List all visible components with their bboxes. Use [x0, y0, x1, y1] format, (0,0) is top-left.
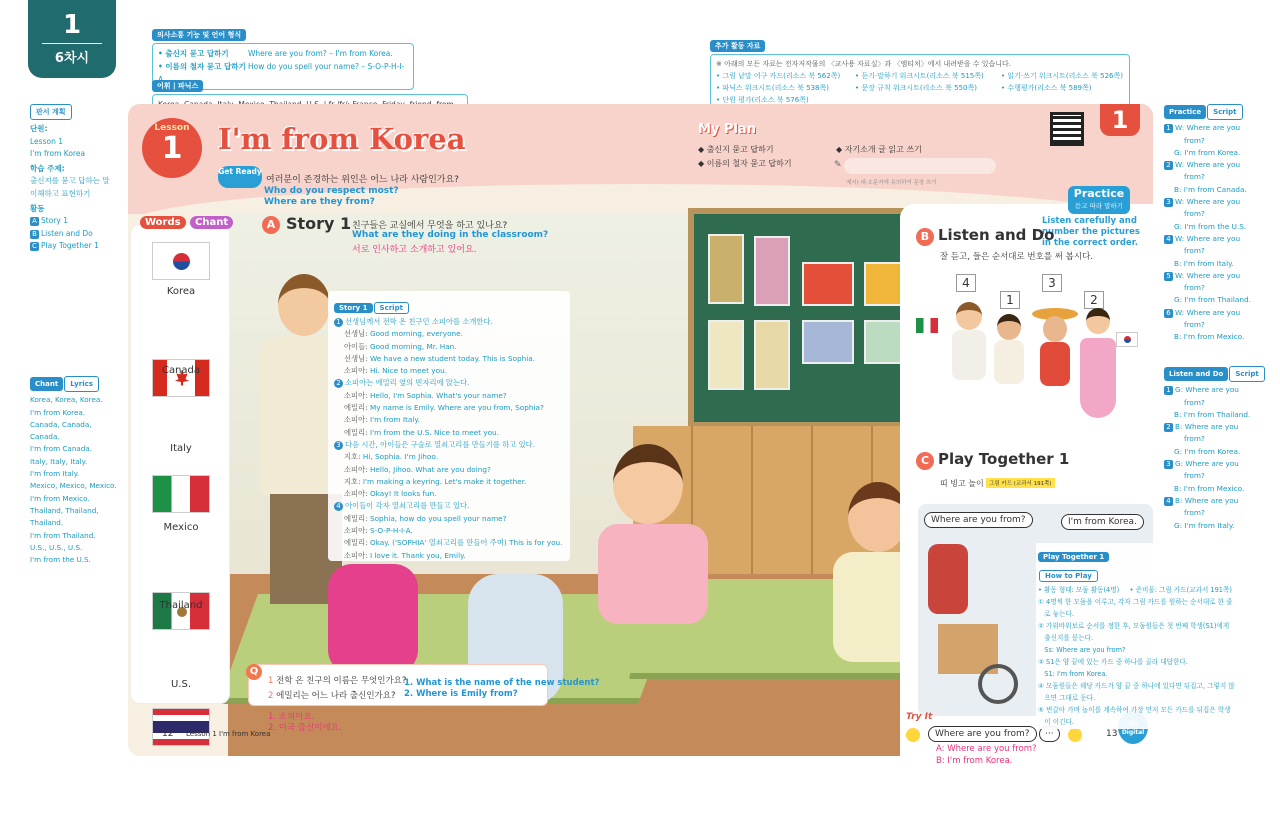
chant-line: I'm from the U.S. — [30, 555, 91, 565]
how-to-play-line: 으면 그대로 둔다. — [1038, 694, 1096, 702]
story-line — [334, 513, 564, 525]
chant-lyrics — [30, 376, 126, 566]
extra-item: • 그림 낱말 어구 카드(리소스 북 562쪽) — [716, 72, 841, 80]
country-label: Canada — [161, 364, 201, 376]
story-line — [334, 525, 564, 537]
how-to-play-line: 이 이긴다. — [1038, 718, 1074, 726]
speaker: 에밀리: — [344, 403, 368, 413]
story-text: 다음 시간, 아이들은 구슬로 열쇠고리를 만들기를 하고 있다. — [345, 439, 536, 449]
speaker: 에밀리: — [344, 513, 368, 523]
chant-line: I'm from Mexico. — [30, 493, 90, 503]
script-q-cont: from? — [1184, 246, 1205, 256]
flag-thailand-icon — [152, 708, 210, 746]
my-plan-text: 이름의 철자 묻고 답하기 — [706, 159, 792, 168]
how-to-play-line: • 활동 형태: 모둠 활동(4명) • 준비물: 그림 카드(교과서 191쪽) — [1038, 586, 1232, 594]
chant-tab[interactable]: Chant — [190, 216, 233, 229]
plan-line: I'm from Korea — [30, 148, 86, 158]
listen-script-items — [1164, 384, 1276, 532]
pencil-icon: ✎ — [834, 160, 842, 170]
script-question: B: Where are you — [1175, 422, 1239, 432]
story-text: Sophia, how do you spell your name? — [369, 513, 507, 523]
get-ready-en-1: Who do you respect most? — [264, 186, 399, 196]
plan-activity — [30, 240, 122, 252]
chant-line: U.S., U.S., U.S. — [30, 542, 83, 552]
scene-num: 2 — [334, 379, 343, 388]
korea-flag-small — [1116, 332, 1138, 347]
script-num: 4 — [1164, 497, 1173, 506]
story-line — [334, 390, 564, 402]
script-q — [1164, 122, 1276, 134]
my-plan-item: ◆ 출신지 묻고 답하기 — [698, 145, 774, 154]
get-ready-badge: Get Ready — [218, 166, 262, 188]
script-num: 2 — [1164, 161, 1173, 170]
story-line — [334, 316, 564, 328]
activity-label: Play Together 1 — [41, 240, 99, 250]
lesson-word: Lesson — [154, 123, 190, 133]
script-q — [1164, 495, 1276, 507]
kid-mexico — [1032, 302, 1078, 412]
speaker: 소피아: — [344, 550, 368, 560]
how-to-play-line: 로 놓는다. — [1038, 610, 1074, 618]
q-text: 전학 온 친구의 이름은 무엇인가요? — [276, 676, 407, 686]
my-plan-title: My Plan — [698, 122, 756, 137]
story-line — [334, 377, 564, 389]
country-label: Mexico — [163, 521, 199, 533]
speaker: 에밀리: — [344, 538, 368, 548]
script-answer: G: I'm from Thailand. — [1174, 295, 1251, 305]
comm-key: • 이름의 철자 묻고 답하기 — [158, 62, 246, 71]
lesson-badge — [28, 0, 116, 78]
speaker: 에밀리: — [344, 427, 368, 437]
scene-num: 4 — [334, 502, 343, 511]
extra-item: • 파닉스 워크시트(리소스 북 538쪽) — [716, 84, 829, 92]
how-to-play-line: ⑤ 번갈아 가며 놀이를 계속하여 가장 먼저 모든 카드를 뒤집은 학생 — [1038, 706, 1231, 714]
story-text: I'm from the U.S. Nice to meet you. — [369, 427, 499, 437]
how-to-play-line: ① 4명씩 한 모둠을 이루고, 각자 그림 카드를 원하는 순서대로 한 줄 — [1038, 598, 1233, 606]
q-question-1: 1 전학 온 친구의 이름은 무엇인가요? — [268, 676, 407, 686]
activity-letter: B — [30, 230, 39, 239]
how-to-play-line: ④ 모둠원들은 해당 카드가 양 끝 중 하나에 있다면 뒤집고, 그렇지 않 — [1038, 682, 1235, 690]
country-label: Thailand — [159, 600, 203, 611]
story-text: Hi. Nice to meet you. — [369, 366, 448, 376]
script-question: W: Where are you — [1175, 233, 1241, 243]
script-question: W: Where are you — [1175, 270, 1241, 280]
scene-num: 1 — [334, 318, 343, 327]
extra-tag: 추가 활동 자료 — [710, 40, 765, 52]
comm-tag: 의사소통 기능 및 언어 형식 — [152, 29, 246, 41]
story-letter: A — [262, 216, 280, 234]
q-letter: Q — [246, 664, 262, 680]
student-figure — [328, 554, 418, 674]
country-label: Korea — [166, 286, 196, 297]
go-digital-badge[interactable]: Digital — [1118, 710, 1148, 744]
story-line — [334, 537, 564, 549]
script-answer: B: I'm from Italy. — [1174, 258, 1234, 268]
chant-line: I'm from Canada. — [30, 444, 93, 454]
story-text: Hi, Sophia. I'm Jihoo. — [362, 452, 439, 462]
chant-line: I'm from Italy. — [30, 469, 80, 479]
script-num: 3 — [1164, 460, 1173, 469]
page-title: I'm from Korea — [218, 122, 466, 156]
listen-title: Listen and Do — [938, 226, 1055, 244]
extra-item: • 단원 평가(리소스 북 576쪽) — [716, 96, 809, 104]
listen-script-tag: Listen and Do — [1164, 367, 1228, 381]
lesson-badge-period: 6차시 — [54, 51, 90, 66]
story-title: Story 1 — [286, 214, 352, 233]
practice-script-tag: Practice — [1164, 105, 1206, 119]
country-label: U.S. — [170, 678, 192, 690]
play-instruction: 띠 빙고 놀이 — [940, 479, 984, 488]
story-line — [334, 365, 564, 377]
script-q — [1164, 384, 1276, 396]
story-line — [334, 427, 564, 439]
script-answer: G: I'm from Korea. — [1174, 147, 1241, 157]
speaker: 선생님: — [344, 353, 368, 363]
listen-letter: B — [916, 228, 934, 246]
right-page-number: 13 — [1106, 729, 1118, 739]
board-plan-tag: 판서 계획 — [30, 104, 72, 120]
story-line — [334, 451, 564, 463]
page-number-badge: 1 — [1100, 104, 1140, 136]
my-plan-text: 출신지 묻고 답하기 — [706, 145, 774, 154]
board-plan — [30, 104, 122, 252]
activity-label: Listen and Do — [41, 228, 93, 238]
how-to-play-line: Ss: Where are you from? — [1038, 646, 1126, 654]
chant-line: Thailand. — [30, 518, 64, 528]
try-it-label: Try It — [906, 712, 933, 722]
script-num: 2 — [1164, 423, 1173, 432]
script-q — [1164, 421, 1276, 433]
story-text: 소피아는 에밀리 옆의 빈자리에 앉는다. — [345, 378, 470, 388]
story-line — [334, 464, 564, 476]
script-question: G: Where are you — [1175, 459, 1239, 469]
play-letter: C — [916, 452, 934, 470]
flag-italy-icon — [152, 475, 210, 513]
comm-value: Where are you from? – I'm from Korea. — [248, 49, 393, 58]
story-text: Okay. ('SOPHIA' 열쇠고리를 만들어 주며) This is for you. — [369, 538, 563, 548]
my-plan-hint: 예시) 대·소문자에 유의하여 문장 쓰기 — [846, 180, 937, 186]
script-num: 1 — [1164, 124, 1173, 133]
script-q — [1164, 270, 1276, 282]
chant-line: Mexico, Mexico, Mexico. — [30, 481, 117, 491]
lesson-circle — [142, 118, 202, 178]
kid-korea — [1078, 308, 1118, 418]
story-line — [334, 488, 564, 500]
activity-letter: A — [30, 217, 39, 226]
story-text: I'm from Italy. — [369, 415, 420, 425]
q-answer-2: 2. 미국 출신이에요. — [268, 723, 342, 733]
story-text: Hello, I'm Sophia. What's your name? — [369, 390, 507, 400]
country-label: Italy — [170, 443, 192, 454]
story-line — [334, 439, 564, 451]
listen-instruction: 잘 듣고, 들은 순서대로 번호를 써 봅시다. — [940, 252, 1093, 262]
story-answer: 서로 인사하고 소개하고 있어요. — [352, 245, 477, 255]
script-num: 1 — [1164, 386, 1173, 395]
script-q — [1164, 159, 1276, 171]
card-reference: 그림 카드 (교과서 191쪽) — [986, 478, 1055, 488]
extra-item: • 듣기·말하기 워크시트(리소스 북 515쪽) — [855, 72, 984, 80]
try-it-left-face — [906, 728, 920, 742]
answer-box[interactable]: 3 — [1042, 274, 1062, 292]
q-question-2: 2 에밀리는 어느 나라 출신인가요? — [268, 691, 396, 701]
script-q — [1164, 458, 1276, 470]
flag-korea-icon — [152, 242, 210, 280]
plan-line: Lesson 1 — [30, 136, 63, 146]
script-question: W: Where are you — [1175, 123, 1241, 133]
plan-activity — [30, 215, 122, 227]
script-tag: Script — [374, 302, 409, 314]
plan-line: 출신지를 묻고 답하는 말 — [30, 176, 110, 186]
story-text: Good morning, Mr. Han. — [369, 341, 457, 351]
script-q-cont: from? — [1184, 397, 1205, 407]
story-text: Okay! It looks fun. — [369, 489, 437, 499]
script-answer: G: I'm from the U.S. — [1174, 221, 1247, 231]
listen-en: Listen carefully and number the pictures in the correct order. — [1042, 216, 1140, 248]
script-num: 6 — [1164, 309, 1173, 318]
plan-line: 활동 — [30, 204, 45, 214]
try-it-bubble: Where are you from? — [928, 726, 1037, 742]
try-it-dots: ··· — [1039, 726, 1060, 742]
speaker: 아이들: — [344, 341, 368, 351]
chant-line: I'm from Korea. — [30, 407, 86, 417]
speech-bubble: I'm from Korea. — [1061, 514, 1144, 530]
how-to-play-line: ② 가위바위보로 순서를 정한 후, 모둠원들은 첫 번째 학생(S1)에게 — [1038, 622, 1230, 630]
answer-box[interactable]: 2 — [1084, 291, 1104, 309]
script-tag: Script — [1229, 366, 1264, 382]
lesson-badge-number: 1 — [62, 10, 82, 40]
story-line — [334, 476, 564, 488]
practice-script-items — [1164, 122, 1276, 343]
my-plan-write-box[interactable] — [844, 158, 996, 174]
practice-title: Practice — [1073, 187, 1125, 200]
story-text: 아이들이 각자 열쇠고리를 만들고 있다. — [345, 501, 470, 511]
story-en: What are they doing in the classroom? — [352, 230, 549, 240]
how-to-play-line: 출신지를 묻는다. — [1038, 634, 1094, 642]
script-q-cont: from? — [1184, 209, 1205, 219]
script-num: 3 — [1164, 198, 1173, 207]
script-question: W: Where are you — [1175, 307, 1241, 317]
chant-line: Thailand, Thailand, — [30, 505, 99, 515]
get-ready-question: 여러분이 존경하는 위인은 어느 나라 사람인가요? — [266, 175, 459, 185]
kid-thailand — [992, 314, 1026, 414]
speech-bubble: Where are you from? — [924, 512, 1033, 528]
extra-item: • 문장 규칙 워크시트(리소스 북 550쪽) — [855, 84, 977, 92]
italy-flag-small — [916, 318, 938, 333]
vocab-tag: 어휘 | 파닉스 — [152, 80, 203, 92]
plan-line: 이해하고 표현하기 — [30, 188, 91, 198]
script-q-cont: from? — [1184, 172, 1205, 182]
how-to-play-line: ③ S1은 양 끝에 있는 카드 중 하나를 골라 대답한다. — [1038, 658, 1188, 666]
script-num: 4 — [1164, 235, 1173, 244]
left-page-number: 12 — [162, 729, 174, 739]
play-title: Play Together 1 — [938, 450, 1070, 468]
story-script-lines — [334, 316, 564, 562]
script-q-cont: from? — [1184, 283, 1205, 293]
script-question: W: Where are you — [1175, 160, 1241, 170]
speaker: 선생님: — [344, 329, 368, 339]
extra-section — [710, 33, 1130, 112]
script-q-cont: from? — [1184, 508, 1205, 518]
story-line — [334, 414, 564, 426]
q-english-2: 2. Where is Emily from? — [404, 689, 518, 699]
extra-note: ※ 아래의 모든 자료는 전자저작물의 〈교사용 자료실〉과 〈엠티처〉에서 내려받을 수 있습니다. — [716, 60, 1012, 68]
script-answer: B: I'm from Thailand. — [1174, 409, 1251, 419]
plan-activity — [30, 228, 122, 240]
qr-code-icon[interactable] — [1050, 112, 1084, 146]
q-english-1: 1. What is the name of the new student? — [404, 678, 600, 688]
script-question: W: Where are you — [1175, 197, 1241, 207]
speaker: 지호: — [344, 452, 361, 462]
scene-num: 3 — [334, 441, 343, 450]
script-q-cont: from? — [1184, 434, 1205, 444]
script-q-cont: from? — [1184, 320, 1205, 330]
answer-box[interactable]: 4 — [956, 274, 976, 292]
story-text: I love it. Thank you, Emily. — [369, 550, 466, 560]
story-text: 선생님께서 전학 온 친구인 소피아를 소개한다. — [345, 317, 493, 326]
my-plan-item: ◆ 이름의 철자 묻고 답하기 — [698, 159, 792, 168]
try-it-right-face — [1068, 728, 1082, 742]
how-to-play-tag2: How to Play — [1039, 570, 1098, 582]
story-line — [334, 402, 564, 414]
my-plan-text: 자기소개 글 읽고 쓰기 — [844, 145, 922, 154]
how-to-play-line: S1: I'm from Korea. — [1038, 670, 1108, 678]
try-it-answer-a: A: Where are you from? — [936, 744, 1037, 754]
activity-letter: C — [30, 242, 39, 251]
script-answer: B: I'm from Canada. — [1174, 184, 1247, 194]
practice-script — [1164, 104, 1276, 344]
chant-line: Canada, Canada, — [30, 419, 92, 429]
script-question: G: Where are you — [1175, 385, 1239, 395]
chant-lines — [30, 394, 126, 566]
answer-box[interactable]: 1 — [1000, 291, 1020, 309]
script-answer: G: I'm from Italy. — [1174, 520, 1235, 530]
story-text: Hello, Jihoo. What are you doing? — [369, 464, 491, 474]
how-to-play-tag: Play Together 1 — [1038, 552, 1109, 562]
speaker: 소피아: — [344, 489, 368, 499]
activity-label: Story 1 — [41, 216, 68, 226]
story-line — [334, 550, 564, 562]
script-q — [1164, 196, 1276, 208]
speaker: 소피아: — [344, 415, 368, 425]
script-answer: B: I'm from Mexico. — [1174, 332, 1245, 342]
listen-script — [1164, 366, 1276, 532]
script-q — [1164, 307, 1276, 319]
comm-value: How do you spell your name? – S-O-P-H-I- — [248, 62, 405, 71]
speaker: 소피아: — [344, 526, 368, 536]
story-line — [334, 328, 564, 340]
kid-italy — [950, 302, 986, 412]
chant-line: Korea, Korea, Korea. — [30, 395, 103, 405]
script-q-cont: from? — [1184, 135, 1205, 145]
script-question: B: Where are you — [1175, 495, 1239, 505]
speaker: 소피아: — [344, 464, 368, 474]
try-it-answer-b: B: I'm from Korea. — [936, 756, 1013, 766]
script-answer: G: I'm from Korea. — [1174, 446, 1241, 456]
script-tag: Script — [1207, 104, 1242, 120]
script-num: 5 — [1164, 272, 1173, 281]
comm-key: • 출신지 묻고 답하기 — [158, 49, 229, 58]
script-q-cont: from? — [1184, 471, 1205, 481]
speaker: 소피아: — [344, 366, 368, 376]
script-answer: B: I'm from Mexico. — [1174, 483, 1245, 493]
story-script-tag: Story 1 — [334, 303, 373, 313]
chant-tag: Chant — [30, 377, 63, 391]
practice-badge[interactable] — [1068, 186, 1130, 214]
story-line — [334, 500, 564, 512]
practice-sub: 듣고 따라 말하기 — [1074, 202, 1124, 210]
lyrics-tag: Lyrics — [64, 376, 99, 392]
chant-line: Canada. — [30, 432, 60, 442]
extra-item: • 수행평가(리소스 북 589쪽) — [1001, 84, 1092, 92]
get-ready-en-2: Where are they from? — [264, 197, 375, 207]
story-script-box — [328, 291, 570, 561]
story-line — [334, 341, 564, 353]
how-to-play-lines — [1038, 584, 1235, 728]
story-question: 친구들은 교실에서 무엇을 하고 있나요? — [352, 221, 508, 231]
story-line — [334, 353, 564, 365]
speaker: 소피아: — [344, 390, 368, 400]
story-text: Good morning, everyone. — [369, 329, 463, 339]
how-to-play — [1036, 543, 1235, 729]
left-footer-text: Lesson 1 I'm from Korea — [186, 730, 271, 738]
words-tab[interactable]: Words — [140, 216, 186, 229]
extra-item: • 읽기·쓰기 워크시트(리소스 북 526쪽) — [1001, 72, 1123, 80]
q-answer-1: 1. 소피아요. — [268, 712, 315, 722]
speaker: 지호: — [344, 476, 361, 486]
story-text: We have a new student today. This is Sophia. — [369, 353, 536, 363]
story-text: My name is Emily. Where are you from, Sophia? — [369, 403, 544, 413]
plan-line: 학습 주제: — [30, 164, 65, 174]
my-plan-item: ◆ 자기소개 글 읽고 쓰기 — [836, 145, 922, 154]
plan-line: 단원: — [30, 124, 48, 134]
lesson-number: 1 — [161, 131, 183, 166]
q-text: 에밀리는 어느 나라 출신인가요? — [276, 691, 396, 701]
student-figure — [588, 444, 708, 614]
script-q — [1164, 233, 1276, 245]
chant-line: I'm from Thailand. — [30, 530, 96, 540]
story-text: I'm making a keyring. Let's make it together. — [362, 476, 527, 486]
story-text: S-O-P-H-I-A. — [369, 526, 413, 536]
chant-line: Italy, Italy, Italy. — [30, 456, 88, 466]
